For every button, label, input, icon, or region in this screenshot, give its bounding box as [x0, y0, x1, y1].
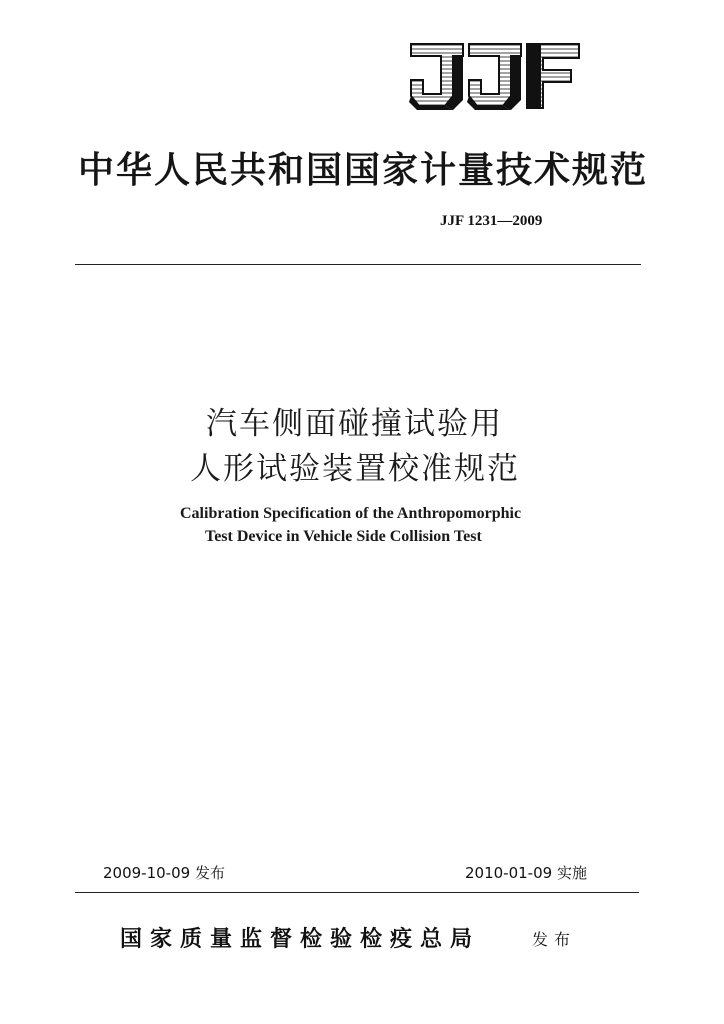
english-title-line-2: Test Device in Vehicle Side Collision Test — [205, 528, 482, 545]
header-divider — [75, 264, 641, 265]
logo-letter-f — [527, 44, 579, 108]
issue-date: 2009-10-09 发布 — [103, 864, 225, 882]
implementation-date: 2010-01-09 实施 — [465, 864, 587, 882]
chinese-title-line-2: 人形试验装置校准规范 — [190, 451, 520, 487]
standard-code: JJF 1231—2009 — [440, 213, 543, 229]
logo-letter-j2 — [467, 44, 521, 110]
jjf-logo — [405, 40, 583, 112]
chinese-title-line-1: 汽车侧面碰撞试验用 — [206, 406, 503, 442]
logo-letter-j1 — [409, 44, 463, 110]
issuing-label: 发布 — [532, 930, 577, 949]
issuing-authority: 国家质量监督检验检疫总局 — [120, 926, 481, 952]
english-title-line-1: Calibration Specification of the Anthropomorphic — [180, 505, 522, 522]
standard-series-title: 中华人民共和国国家计量技术规范 — [78, 149, 649, 191]
footer-divider — [75, 892, 639, 893]
